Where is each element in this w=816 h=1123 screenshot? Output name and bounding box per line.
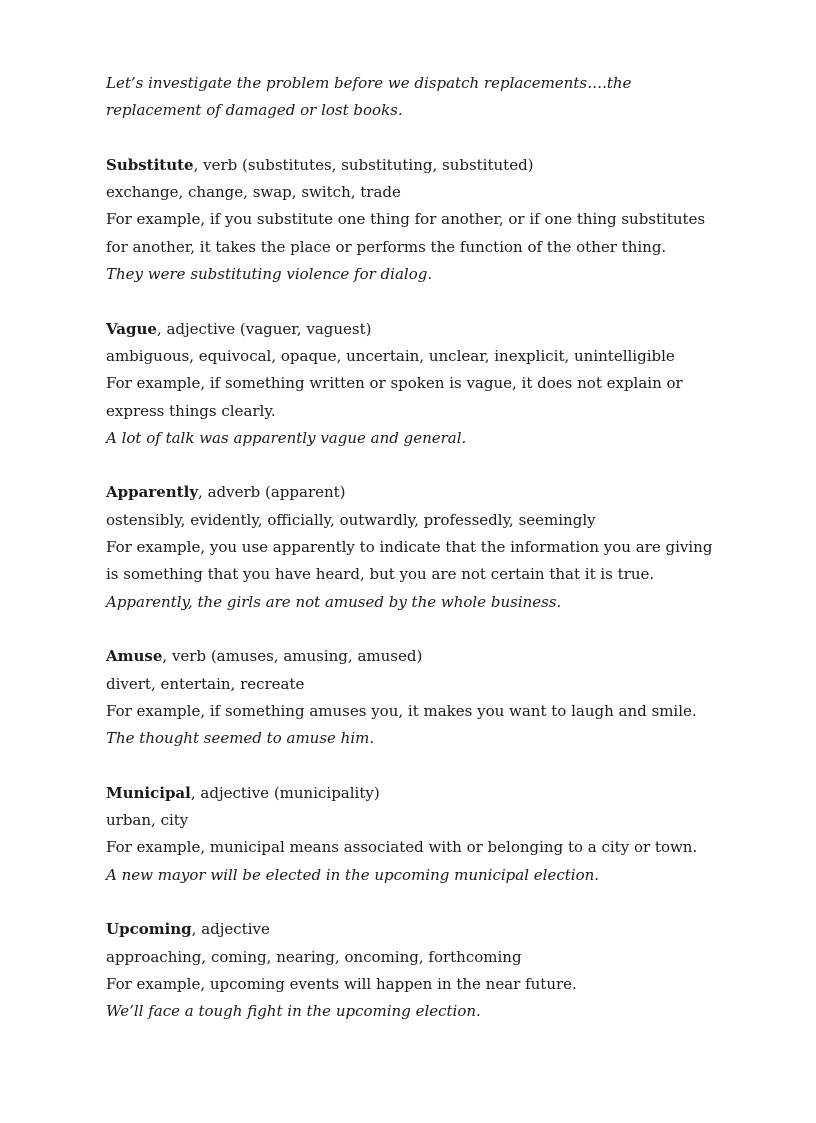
synonyms: approaching, coming, nearing, oncoming, forthcoming — [106, 947, 522, 966]
grammar-info: , adjective — [191, 920, 270, 939]
synonyms: exchange, change, swap, switch, trade — [106, 183, 401, 202]
synonyms: ostensibly, evidently, officially, outwardly, professedly, seemingly — [106, 510, 596, 529]
definition: For example, you use apparently to indicate that the information you are giving is something that you have heard, but you are not certain that it is true. — [106, 538, 713, 584]
example-sentence: The thought seemed to amuse him. — [106, 729, 375, 748]
entry-amuse — [106, 643, 726, 752]
definition: For example, municipal means associated with or belonging to a city or town. — [106, 838, 698, 857]
entry-apparently — [106, 479, 726, 615]
entry-heading — [106, 916, 726, 943]
entry-heading — [106, 643, 726, 670]
headword: Upcoming — [106, 920, 192, 939]
entry-heading — [106, 316, 726, 343]
entry-heading — [106, 479, 726, 506]
example-sentence: Apparently, the girls are not amused by the whole business. — [106, 592, 562, 611]
grammar-info: , verb (amuses, amusing, amused) — [162, 647, 423, 666]
intro-paragraph: Let’s investigate the problem before we dispatch replacements….the replacement of damaged or lost books. — [106, 74, 632, 120]
entry-vague — [106, 316, 726, 452]
entry-heading — [106, 780, 726, 807]
entry-heading — [106, 152, 726, 179]
headword: Amuse — [106, 647, 163, 666]
definition: For example, upcoming events will happen in the near future. — [106, 974, 577, 993]
headword: Municipal — [106, 783, 191, 802]
synonyms: divert, entertain, recreate — [106, 674, 305, 693]
grammar-info: , verb (substitutes, substituting, substituted) — [193, 155, 534, 174]
definition: For example, if something written or spoken is vague, it does not explain or express things clearly. — [106, 374, 683, 420]
grammar-info: , adverb (apparent) — [198, 483, 346, 502]
entry-substitute — [106, 152, 726, 288]
example-sentence: We’ll face a tough fight in the upcoming election. — [106, 1002, 481, 1021]
headword: Substitute — [106, 155, 194, 174]
synonyms: ambiguous, equivocal, opaque, uncertain, unclear, inexplicit, unintelligible — [106, 346, 675, 365]
headword: Vague — [106, 319, 157, 338]
headword: Apparently — [106, 483, 199, 502]
synonyms: urban, city — [106, 811, 189, 830]
example-sentence: They were substituting violence for dialog. — [106, 265, 433, 284]
example-sentence: A new mayor will be elected in the upcoming municipal election. — [106, 865, 600, 884]
definition: For example, if something amuses you, it makes you want to laugh and smile. — [106, 701, 697, 720]
example-sentence: A lot of talk was apparently vague and general. — [106, 428, 467, 447]
entry-upcoming — [106, 916, 726, 1025]
grammar-info: , adjective (vaguer, vaguest) — [156, 319, 372, 338]
document-page — [106, 70, 726, 1025]
definition: For example, if you substitute one thing for another, or if one thing substitutes for another, it takes the place or performs the function of the other thing. — [106, 210, 706, 256]
grammar-info: , adjective (municipality) — [190, 783, 380, 802]
entry-municipal — [106, 780, 726, 889]
